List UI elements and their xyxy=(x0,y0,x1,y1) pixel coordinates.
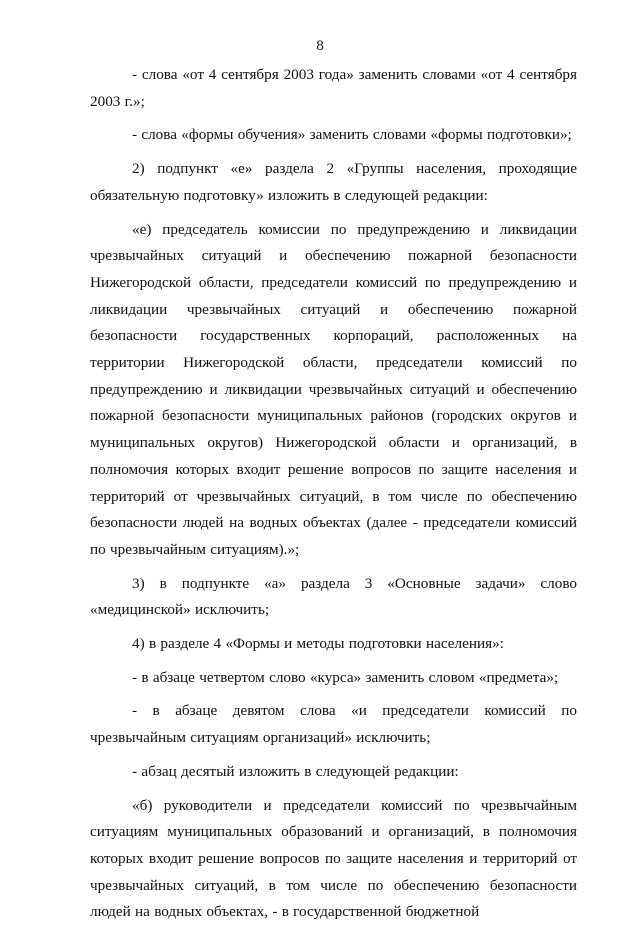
paragraph-subclause-e-text: «е) председатель комиссии по предупреждению и ликвидации чрезвычайных ситуаций и обеспечению пожарной безопасности Нижегородской области, председатели комиссий по предупреждению и ликвидации чрезвычайных ситуаций и обеспечению пожарной безопасности государственных корпораций, расположенных на территории Нижегородской области, председатели комиссий по предупреждению и ликвидации чрезвычайных ситуаций и обеспечению пожарной безопасности муниципальных районов (городских округов и муниципальных округов) Нижегородской области и организаций, в полномочия которых входит решение вопросов по защите населения и территорий от чрезвычайных ситуаций, в том числе по обеспечению безопасности людей на водных объектах (далее - председатели комиссий по чрезвычайным ситуациям).»; xyxy=(90,220,577,558)
paragraph-subclause-a: 3) в подпункте «а» раздела 3 «Основные задачи» слово «медицинской» исключить; xyxy=(90,574,577,619)
paragraph-subclause-e: 2) подпункт «е» раздела 2 «Группы населения, проходящие обязательную подготовку» изложить в следующей редакции: xyxy=(90,160,577,204)
document-body xyxy=(90,62,577,926)
paragraph-replace-forms: - слова «формы обучения» заменить словами «формы подготовки»; xyxy=(132,126,572,144)
page-number: 8 xyxy=(316,37,324,54)
paragraph-subclause-b-text: «б) руководители и председатели комиссий по чрезвычайным ситуациям муниципальных образований и организаций, в полномочия которых входит решение вопросов по защите населения и территорий от чрезвычайных ситуаций, в том числе по обеспечению безопасности людей на водных объектах, - в государственной бюджетной xyxy=(90,796,577,921)
paragraph-tenth-abzac: - абзац десятый изложить в следующей редакции: xyxy=(132,762,459,780)
paragraph-section-4: 4) в разделе 4 «Формы и методы подготовки населения»: xyxy=(132,635,504,653)
paragraph-ninth-abzac: - в абзаце девятом слова «и председатели комиссий по чрезвычайным ситуациям организаций» исключить; xyxy=(90,702,577,747)
paragraph-replace-date: - слова «от 4 сентября 2003 года» заменить словами «от 4 сентября 2003 г.»; xyxy=(90,66,577,110)
paragraph-fourth-abzac: - в абзаце четвертом слово «курса» заменить словом «предмета»; xyxy=(132,668,559,686)
